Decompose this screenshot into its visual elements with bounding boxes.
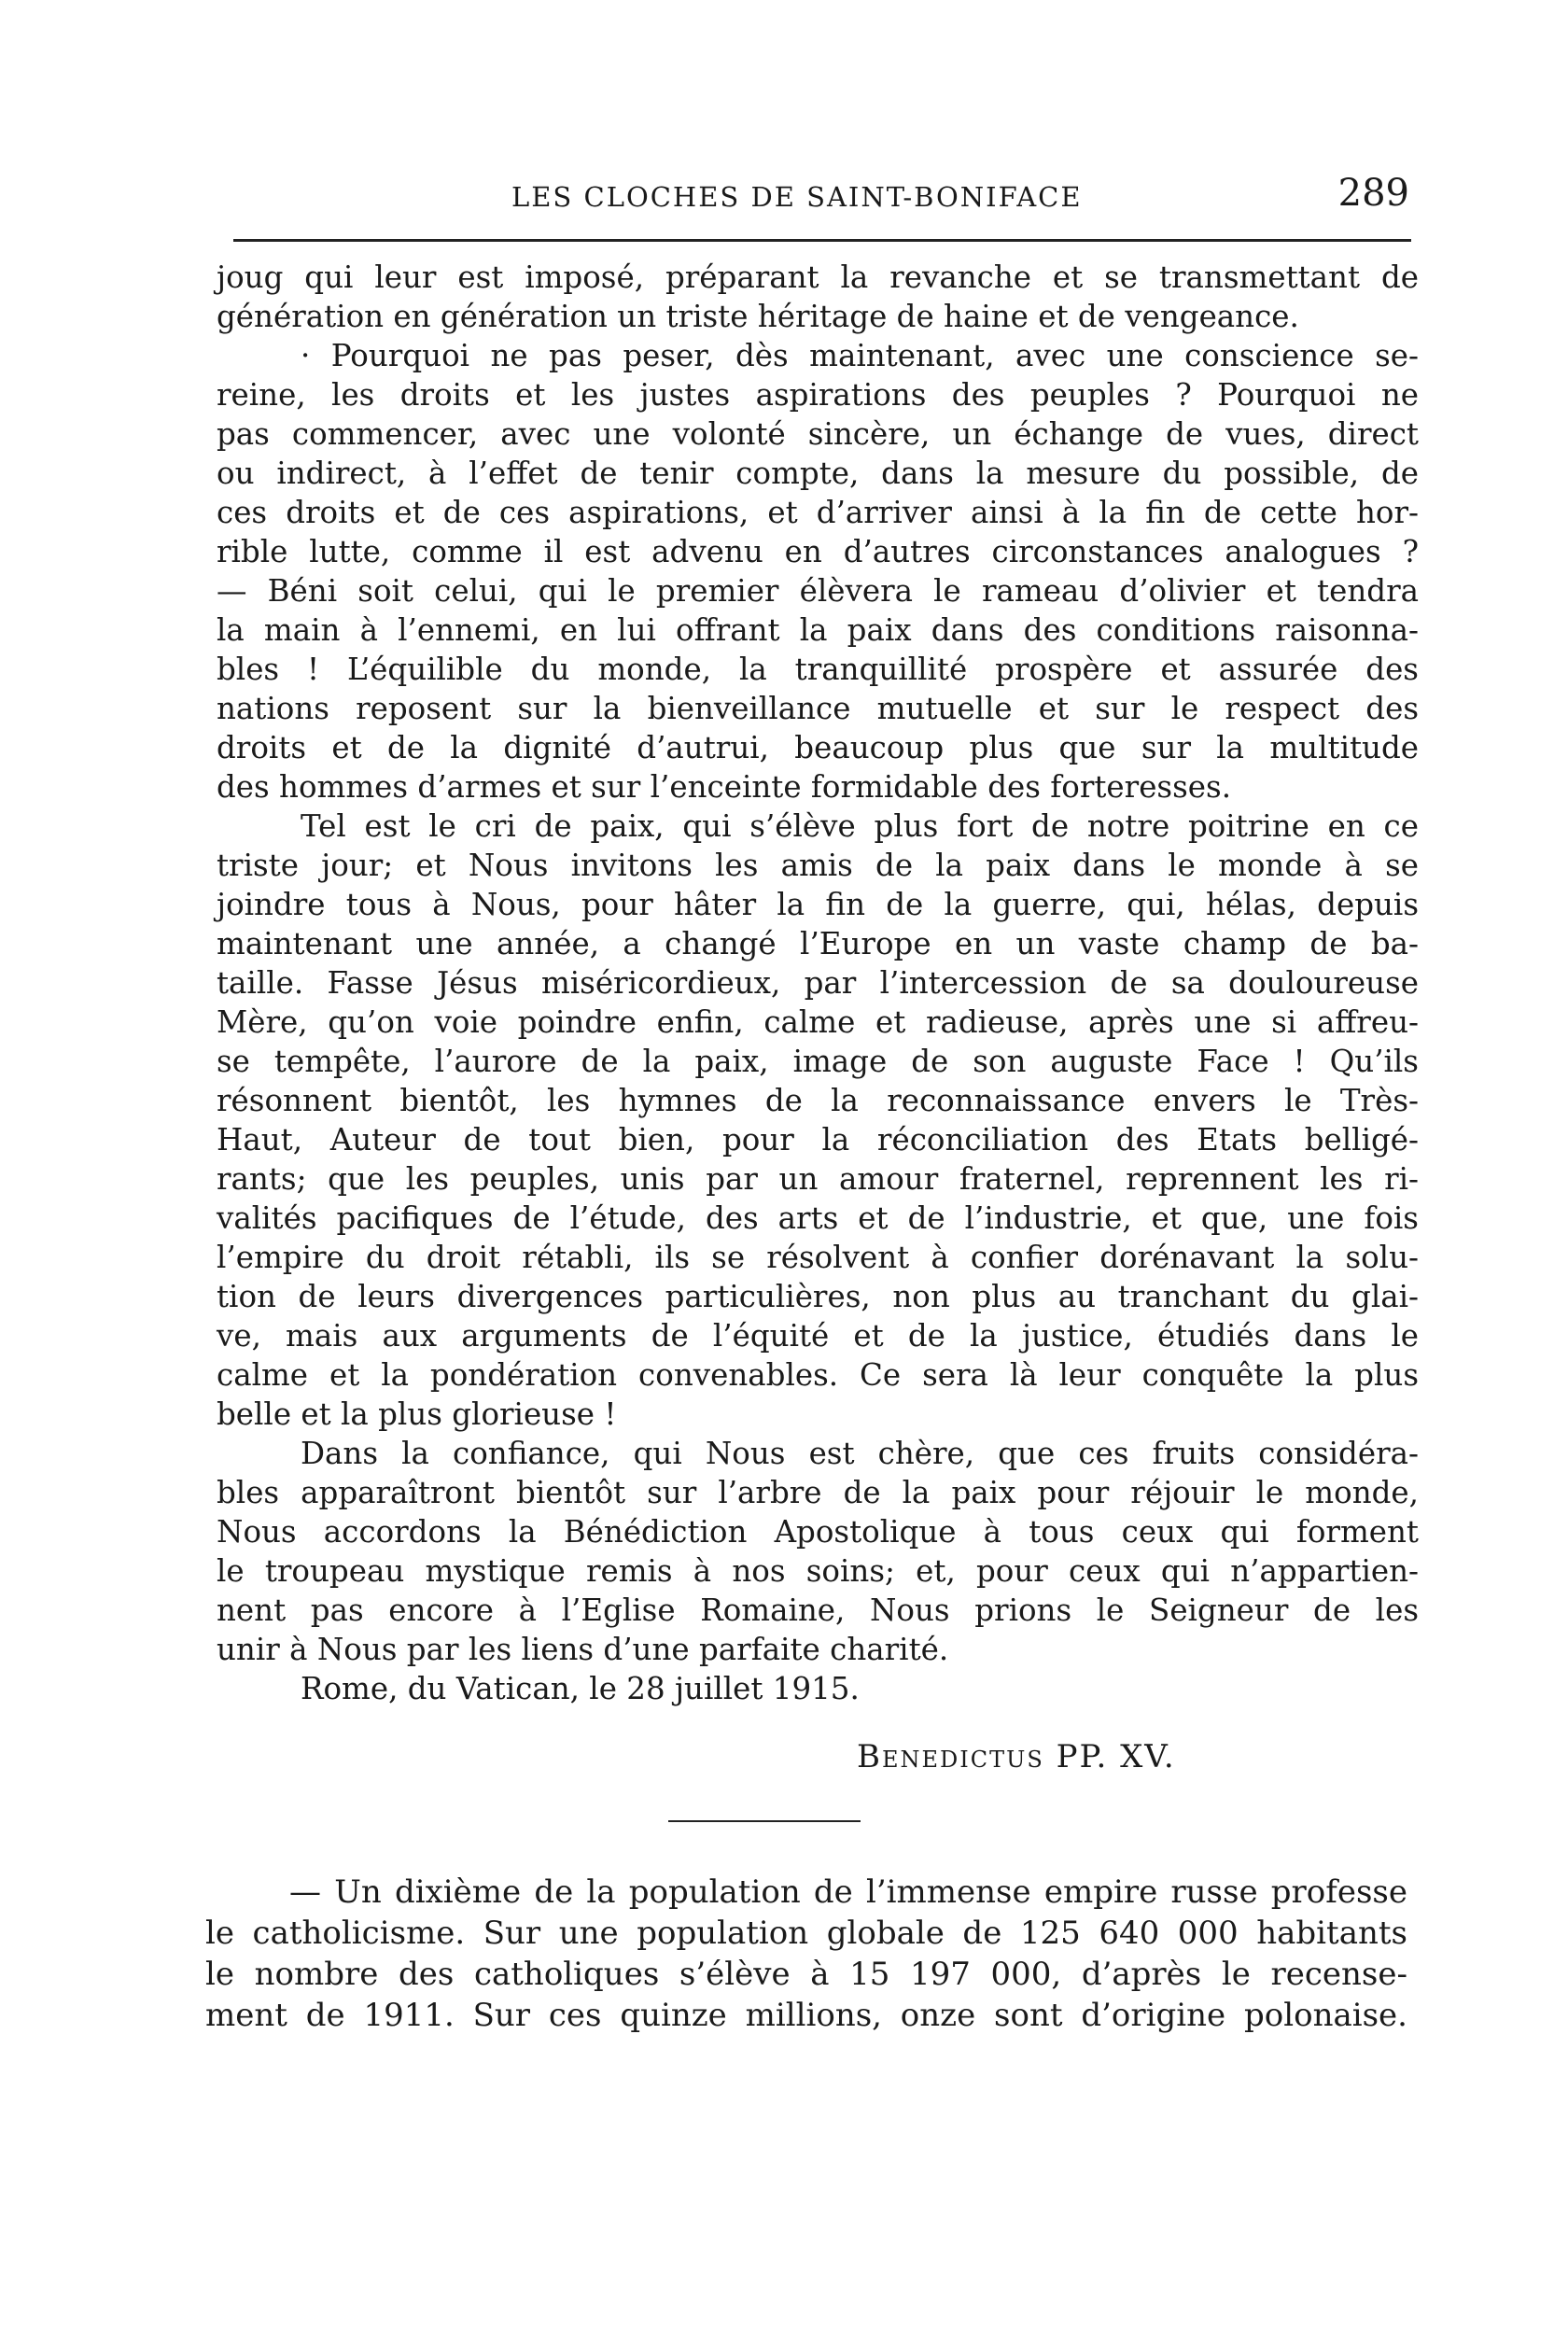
text-line: Haut, Auteur de tout bien, pour la réconciliation des Etats belligé- [217,1122,1419,1157]
encyclical-text [217,258,1419,1708]
signature-title: PP. XV. [1056,1738,1176,1775]
note-line: — Un dixième de la population de l’immense empire russe professe [289,1873,1407,1911]
text-line: calme et la pondération convenables. Ce sera là leur conquête la plus [217,1357,1419,1393]
text-line: — Béni soit celui, qui le premier élèvera le rameau d’olivier et tendra [217,573,1419,609]
text-line: l’empire du droit rétabli, ils se résolvent à confier dorénavant la solu- [217,1240,1419,1275]
text-line: joindre tous à Nous, pour hâter la fin de la guerre, qui, hélas, depuis [217,887,1419,922]
text-line: valités pacifiques de l’étude, des arts et de l’industrie, et que, une fois [217,1200,1419,1236]
text-line: droits et de la dignité d’autrui, beaucoup plus que sur la multitude [217,730,1419,765]
note-line: le nombre des catholiques s’élève à 15 197 000, d’après le recense- [205,1956,1407,1993]
text-line: rible lutte, comme il est advenu en d’autres circonstances analogues ? [217,534,1419,569]
signature-name: Benedictus [857,1738,1044,1775]
text-line: pas commencer, avec une volonté sincère, un échange de vues, direct [217,416,1419,452]
text-line: · Pourquoi ne pas peser, dès maintenant, avec une conscience se- [301,338,1419,373]
note-line: le catholicisme. Sur une population globale de 125 640 000 habitants [205,1915,1407,1952]
running-title: LES CLOCHES DE SAINT-BONIFACE [511,181,1083,213]
text-line: Tel est le cri de paix, qui s’élève plus fort de notre poitrine en ce [301,808,1419,844]
text-line: Nous accordons la Bénédiction Apostolique à tous ceux qui forment [217,1514,1419,1550]
dateline: Rome, du Vatican, le 28 juillet 1915. [301,1671,860,1706]
text-line: bles apparaîtront bientôt sur l’arbre de la paix pour réjouir le monde, [217,1475,1419,1510]
note-line: ment de 1911. Sur ces quinze millions, onze sont d’origine polonaise. [205,1997,1407,2034]
text-line: Dans la confiance, qui Nous est chère, que ces fruits considéra- [301,1436,1419,1471]
text-line: le troupeau mystique remis à nos soins; et, pour ceux qui n’appartien- [217,1553,1419,1589]
text-line: rants; que les peuples, unis par un amour fraternel, reprennent les ri- [217,1161,1419,1197]
text-line: ou indirect, à l’effet de tenir compte, dans la mesure du possible, de [217,456,1419,491]
text-line: reine, les droits et les justes aspirations des peuples ? Pourquoi ne [217,377,1419,413]
text-line: nations reposent sur la bienveillance mutuelle et sur le respect des [217,691,1419,726]
text-line: génération en génération un triste héritage de haine et de vengeance. [217,299,1299,334]
text-line: unir à Nous par les liens d’une parfaite charité. [217,1632,949,1667]
header-rule [233,239,1411,242]
text-line: des hommes d’armes et sur l’enceinte formidable des forteresses. [217,769,1232,805]
text-line: belle et la plus glorieuse ! [217,1396,617,1432]
news-note [205,1872,1407,2036]
running-head [233,172,1409,228]
text-line: la main à l’ennemi, en lui offrant la paix dans des conditions raisonna- [217,612,1419,648]
text-line: ces droits et de ces aspirations, et d’arriver ainsi à la fin de cette hor- [217,495,1419,530]
text-line: Mère, qu’on voie poindre enfin, calme et radieuse, après une si affreu- [217,1004,1419,1040]
section-separator [668,1820,861,1822]
text-line: bles ! L’équilible du monde, la tranquillité prospère et assurée des [217,652,1419,687]
text-line: résonnent bientôt, les hymnes de la reconnaissance envers le Très- [217,1083,1419,1118]
text-line: ve, mais aux arguments de l’équité et de la justice, étudiés dans le [217,1318,1419,1354]
text-line: maintenant une année, a changé l’Europe en un vaste champ de ba- [217,926,1419,961]
text-line: nent pas encore à l’Eglise Romaine, Nous prions le Seigneur de les [217,1592,1419,1628]
page-number: 289 [1337,172,1409,215]
text-line: taille. Fasse Jésus miséricordieux, par l’intercession de sa douloureuse [217,965,1419,1001]
text-line: se tempête, l’aurore de la paix, image de son auguste Face ! Qu’ils [217,1044,1419,1079]
text-line: joug qui leur est imposé, préparant la revanche et se transmettant de [217,260,1419,295]
text-line: tion de leurs divergences particulières, non plus au tranchant du glai- [217,1279,1419,1314]
text-line: triste jour; et Nous invitons les amis de la paix dans le monde à se [217,848,1419,883]
signature [857,1738,1176,1775]
